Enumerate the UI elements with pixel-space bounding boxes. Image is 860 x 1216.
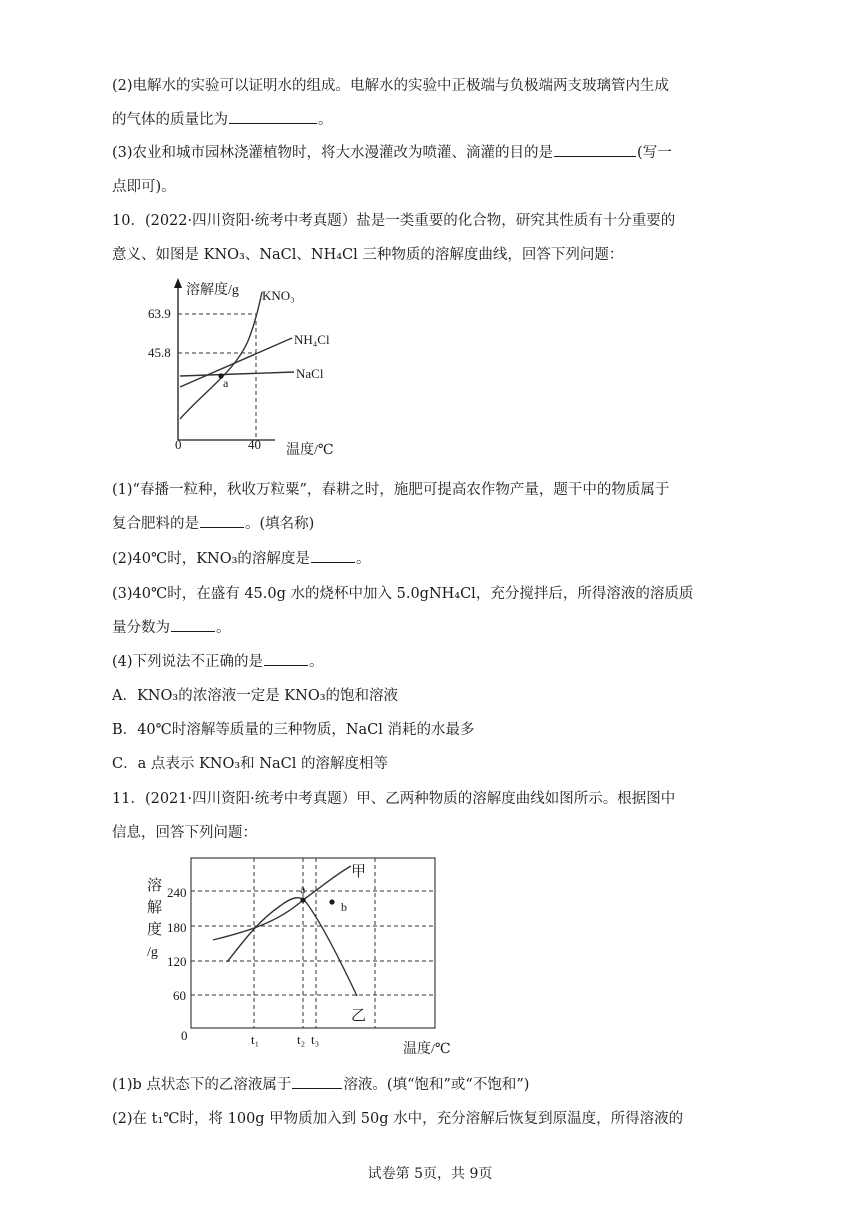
chart2-ytick-180: 180 xyxy=(167,920,187,935)
chart1-xtick-0: 0 xyxy=(175,437,182,452)
chart2-curve-yi xyxy=(227,898,357,996)
chart2-ytick-60: 60 xyxy=(173,988,186,1003)
q10-1-line-2: 复合肥料的是 。(填名称) xyxy=(112,516,315,532)
q9-2-line-1: (2)电解水的实验可以证明水的组成。电解水的实验中正极端与负极端两支玻璃管内生成 xyxy=(112,78,670,94)
chart2-legend-yi: 乙 xyxy=(351,1008,367,1024)
chart2-point-a xyxy=(300,897,305,902)
page-footer: 试卷第 5页，共 9页 xyxy=(367,1166,493,1182)
chart2-point-b xyxy=(329,899,334,904)
q11-1-line: (1)b 点状态下的乙溶液属于 溶液。(填“饱和”或“不饱和”) xyxy=(112,1077,530,1093)
chart2-ylabel-3: 度 xyxy=(147,922,163,938)
chart2-ytick-0: 0 xyxy=(181,1028,188,1043)
q9-3-line-2: 点即可)。 xyxy=(112,179,176,195)
chart2-xtick-t1: t₁ xyxy=(251,1032,260,1047)
chart2-legend-jia: 甲 xyxy=(351,864,367,880)
chart1-ytick-45.8: 45.8 xyxy=(148,345,171,360)
answer-blank[interactable] xyxy=(171,630,215,632)
solubility-chart-jia-yi xyxy=(145,850,465,1060)
q10-option-a: A．KNO₃的浓溶液一定是 KNO₃的饱和溶液 xyxy=(112,688,399,704)
answer-blank[interactable] xyxy=(200,526,244,528)
chart1-y-arrow xyxy=(174,278,182,288)
q10-2-line: (2)40℃时，KNO₃的溶解度是 。 xyxy=(112,551,371,567)
answer-blank[interactable] xyxy=(554,155,636,157)
chart1-curve-nacl xyxy=(180,372,294,376)
q9-2-line-2: 的气体的质量比为 。 xyxy=(112,112,333,128)
chart1-legend-nh4cl: NH₄Cl xyxy=(294,332,330,347)
chart2-ytick-120: 120 xyxy=(167,954,187,969)
chart1-xlabel: 温度/℃ xyxy=(286,443,334,458)
q10-3-line-1: (3)40℃时，在盛有 45.0g 水的烧杯中加入 5.0gNH₄Cl，充分搅拌后，所得溶液的溶质质 xyxy=(112,586,694,602)
q10-1-line-1: (1)“春播一粒种，秋收万粒粟”，春耕之时，施肥可提高农作物产量，题干中的物质属于 xyxy=(112,482,670,498)
q9-3-line-1: (3)农业和城市园林浇灌植物时，将大水漫灌改为喷灌、滴灌的目的是 (写一 xyxy=(112,145,672,161)
chart2-ylabel-4: /g xyxy=(147,945,158,960)
q11-stem-line-1: 11．(2021·四川资阳·统考中考真题）甲、乙两种物质的溶解度曲线如图所示。根据图中 xyxy=(112,791,676,807)
q11-stem-line-2: 信息，回答下列问题： xyxy=(112,825,257,841)
chart1-curve-nh4cl xyxy=(180,338,292,387)
chart2-xtick-t2: t₂ xyxy=(297,1032,306,1047)
answer-blank[interactable] xyxy=(229,122,317,124)
chart2-frame xyxy=(191,858,435,1028)
q10-option-c: C．a 点表示 KNO₃和 NaCl 的溶解度相等 xyxy=(112,756,388,772)
chart2-ytick-240: 240 xyxy=(167,885,187,900)
answer-blank[interactable] xyxy=(292,1087,342,1089)
chart2-ylabel-2: 解 xyxy=(147,900,163,916)
q10-stem-line-2: 意义、如图是 KNO₃、NaCl、NH₄Cl 三种物质的溶解度曲线，回答下列问题： xyxy=(112,247,624,263)
chart1-legend-kno3: KNO₃ xyxy=(262,288,295,303)
chart2-ylabel-1: 溶 xyxy=(147,878,163,894)
chart1-xtick-40: 40 xyxy=(248,437,261,452)
solubility-chart-kno3-nacl-nh4cl xyxy=(148,276,370,466)
q10-4-line: (4)下列说法不正确的是 。 xyxy=(112,654,324,670)
chart2-point-b-label: b xyxy=(341,900,347,914)
q10-option-b: B．40℃时溶解等质量的三种物质，NaCl 消耗的水最多 xyxy=(112,722,475,738)
q10-3-line-2: 量分数为 。 xyxy=(112,620,231,636)
chart1-ylabel: 溶解度/g xyxy=(186,283,239,298)
chart1-legend-nacl: NaCl xyxy=(296,366,324,381)
chart2-point-a-label: a xyxy=(300,882,306,896)
chart1-curve-kno3 xyxy=(180,292,262,419)
q10-stem-line-1: 10．(2022·四川资阳·统考中考真题）盐是一类重要的化合物，研究其性质有十分重要的 xyxy=(112,213,676,229)
chart1-ytick-63.9: 63.9 xyxy=(148,306,171,321)
answer-blank[interactable] xyxy=(311,561,355,563)
chart2-xtick-t3: t₃ xyxy=(311,1032,320,1047)
answer-blank[interactable] xyxy=(264,664,308,666)
chart2-xlabel: 温度/℃ xyxy=(403,1042,451,1057)
q11-2-line: (2)在 t₁℃时，将 100g 甲物质加入到 50g 水中，充分溶解后恢复到原温度，所得溶液的 xyxy=(112,1111,684,1127)
chart1-point-a-label: a xyxy=(223,376,229,390)
